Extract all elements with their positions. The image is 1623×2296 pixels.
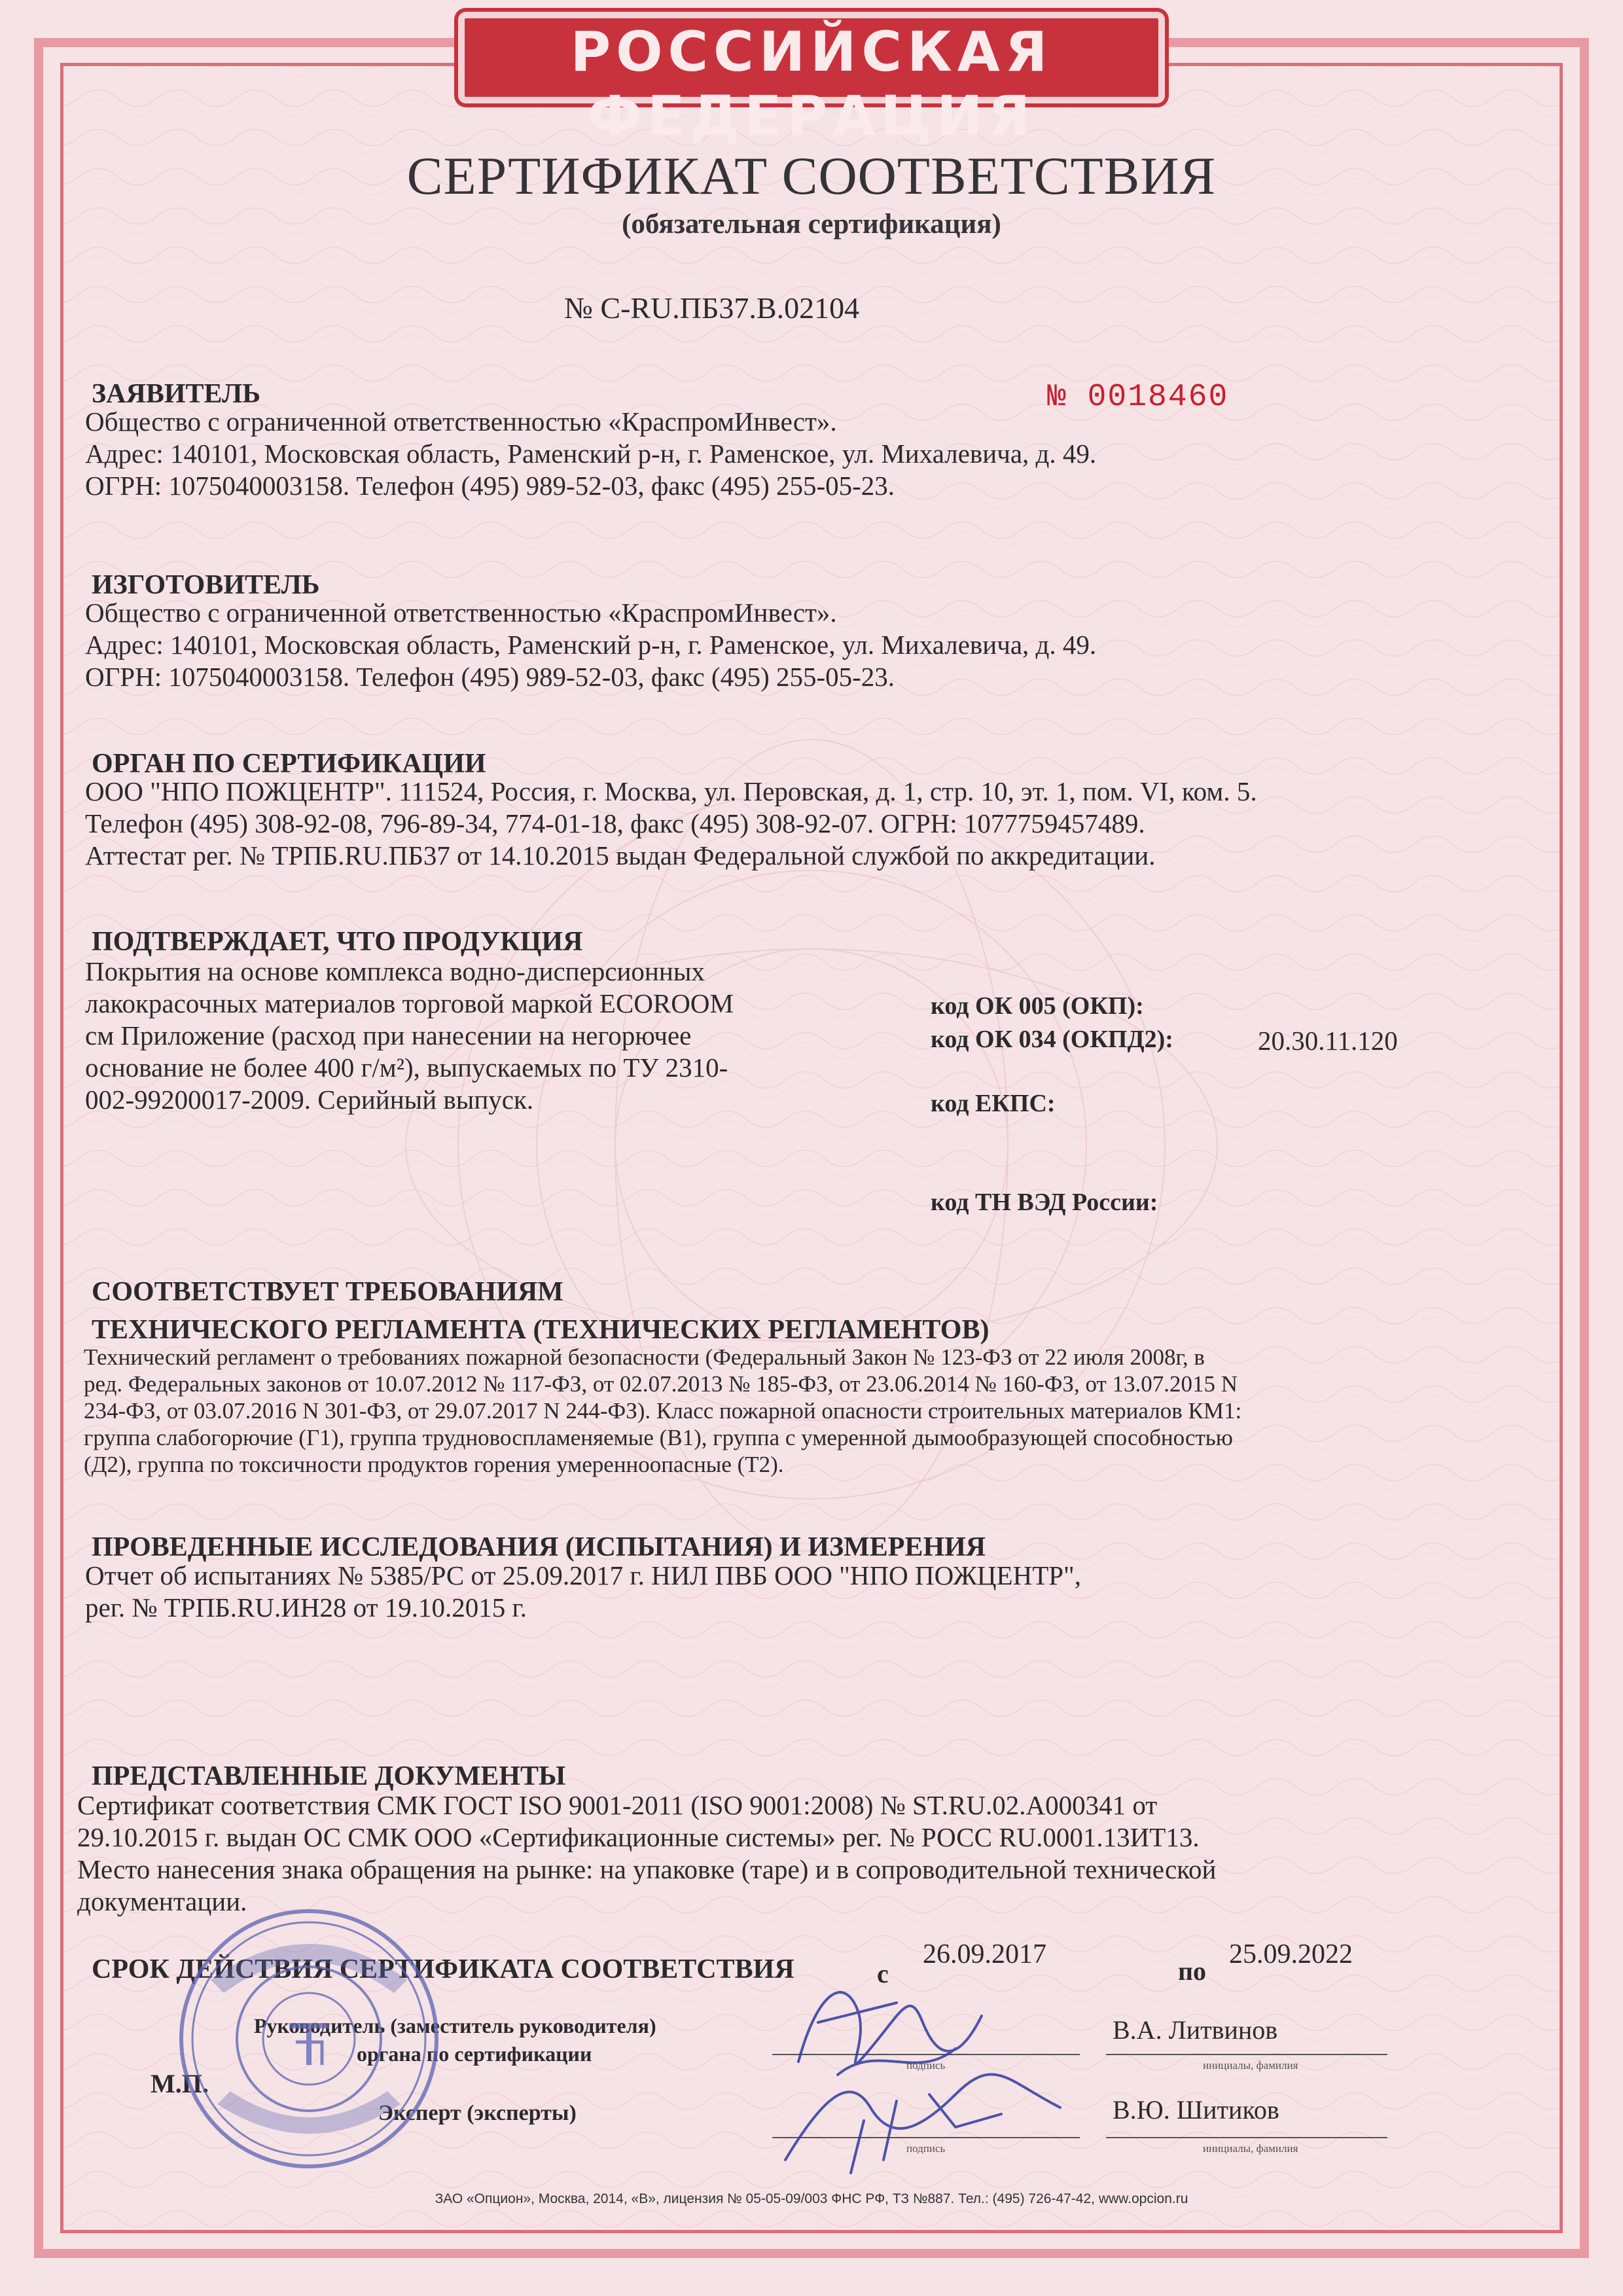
applicant-line: ОГРН: 1075040003158. Телефон (495) 989-52-03, факс (495) 255-05-23.	[85, 471, 895, 501]
requirements-line: группа слабогорючие (Г1), группа трудновоспламеняемые (В1), группа с умеренной дымообразующей способностью	[84, 1425, 1233, 1450]
blank-serial-number: № 0018460	[1047, 380, 1229, 415]
tests-line: рег. № ТРПБ.RU.ИН28 от 19.10.2015 г.	[85, 1592, 527, 1623]
applicant-line: Адрес: 140101, Московская область, Раменский р-н, г. Раменское, ул. Михалевича, д. 49.	[85, 439, 1097, 469]
expert-signature-label: Эксперт (эксперты)	[378, 2101, 577, 2125]
certificate-number: № С-RU.ПБ37.В.02104	[564, 291, 860, 325]
head-signature-label-2: органа по сертификации	[357, 2042, 592, 2066]
documents-block	[77, 1789, 1216, 1918]
validity-heading: СРОК ДЕЙСТВИЯ СЕРТИФИКАТА СООТВЕТСТВИЯ	[92, 1954, 794, 1984]
validity-from-date: 26.09.2017	[923, 1939, 1046, 1969]
product-line: Покрытия на основе комплекса водно-дисперсионных	[85, 956, 705, 986]
documents-line: 29.10.2015 г. выдан ОС СМК ООО «Сертификационные системы» рег. № РОСС RU.0001.13ИТ13.	[77, 1822, 1200, 1852]
product-line: основание не более 400 г/м²), выпускаемых по ТУ 2310-	[85, 1052, 728, 1083]
documents-line: Сертификат соответствия СМК ГОСТ ISO 9001-2011 (ISO 9001:2008) № ST.RU.02.A000341 от	[77, 1790, 1158, 1820]
applicant-block	[85, 406, 1096, 502]
expert-name-caption: инициалы, фамилия	[1203, 2142, 1298, 2155]
requirements-block	[84, 1344, 1537, 1478]
requirements-line: ред. Федеральных законов от 10.07.2012 № 117-ФЗ, от 02.07.2013 № 185-ФЗ, от 23.06.2014 № 160-ФЗ, от 13.07.2015 N	[84, 1371, 1238, 1397]
okp-code-label: код ОК 005 (ОКП):	[931, 992, 1144, 1020]
validity-from-label: с	[877, 1959, 889, 1988]
manufacturer-line: Общество с ограниченной ответственностью «КраспромИнвест».	[85, 598, 837, 628]
product-line: лакокрасочных материалов торговой маркой ECOROOM	[85, 988, 734, 1018]
head-signature-caption: подпись	[906, 2059, 946, 2072]
requirements-line: 234-ФЗ, от 03.07.2016 N 301-ФЗ, от 29.07.2017 N 244-ФЗ). Класс пожарной опасности строительных материалов КМ1:	[84, 1398, 1242, 1424]
expert-name-line	[1106, 2137, 1387, 2138]
tests-heading: ПРОВЕДЕННЫЕ ИССЛЕДОВАНИЯ (ИСПЫТАНИЯ) И ИЗМЕРЕНИЯ	[92, 1532, 986, 1562]
validity-to-label: по	[1178, 1956, 1207, 1986]
applicant-line: Общество с ограниченной ответственностью «КраспромИнвест».	[85, 406, 837, 437]
seal-place-label: М.П.	[151, 2069, 209, 2098]
requirements-line: (Д2), группа по токсичности продуктов горения умеренноопасные (Т2).	[84, 1452, 784, 1477]
certification-body-stamp	[171, 1901, 446, 2176]
cert-body-line: Телефон (495) 308-92-08, 796-89-34, 774-01-18, факс (495) 308-92-07. ОГРН: 1077759457489.	[85, 808, 1145, 838]
product-line: см Приложение (расход при нанесении на негорючее	[85, 1020, 692, 1050]
product-block	[85, 956, 734, 1116]
requirements-heading: СООТВЕТСТВУЕТ ТРЕБОВАНИЯМ	[92, 1277, 563, 1307]
expert-signature-caption: подпись	[906, 2142, 946, 2155]
head-name-line	[1106, 2054, 1387, 2055]
tests-line: Отчет об испытаниях № 5385/РС от 25.09.2017 г. НИЛ ПВБ ООО "НПО ПОЖЦЕНТР",	[85, 1560, 1082, 1590]
tests-block	[85, 1560, 1081, 1624]
requirements-line: Технический регламент о требованиях пожарной безопасности (Федеральный Закон № 123-ФЗ от 22 июля 2008г, в	[84, 1344, 1205, 1370]
expert-name: В.Ю. Шитиков	[1113, 2095, 1279, 2125]
printer-footer: ЗАО «Опцион», Москва, 2014, «В», лицензия № 05-05-09/003 ФНС РФ, ТЗ №887. Тел.: (495) 726-47-42, www.opcion.ru	[435, 2191, 1188, 2206]
country-banner-text: РОССИЙСКАЯ ФЕДЕРАЦИЯ	[570, 20, 1053, 148]
product-line: 002-99200017-2009. Серийный выпуск.	[85, 1085, 534, 1115]
manufacturer-block	[85, 597, 1096, 693]
tnved-code-label: код ТН ВЭД России:	[931, 1189, 1158, 1216]
ekps-code-label: код ЕКПС:	[931, 1090, 1056, 1117]
documents-line: Место нанесения знака обращения на рынке: на упаковке (таре) и в сопроводительной технической	[77, 1854, 1217, 1884]
okpd2-code-label: код ОК 034 (ОКПД2):	[931, 1026, 1173, 1053]
head-name: В.А. Литвинов	[1113, 2015, 1278, 2045]
head-name-caption: инициалы, фамилия	[1203, 2059, 1298, 2072]
product-heading: ПОДТВЕРЖДАЕТ, ЧТО ПРОДУКЦИЯ	[92, 927, 583, 957]
cert-body-heading: ОРГАН ПО СЕРТИФИКАЦИИ	[92, 749, 486, 779]
cert-body-line: ООО "НПО ПОЖЦЕНТР". 111524, Россия, г. Москва, ул. Перовская, д. 1, стр. 10, эт. 1, пом. VI, ком. 5.	[85, 776, 1257, 806]
cert-body-block	[85, 776, 1257, 872]
cert-body-line: Аттестат рег. № ТРПБ.RU.ПБ37 от 14.10.2015 выдан Федеральной службой по аккредитации.	[85, 840, 1156, 870]
validity-to-date: 25.09.2022	[1229, 1939, 1353, 1969]
documents-heading: ПРЕДСТАВЛЕННЫЕ ДОКУМЕНТЫ	[92, 1761, 566, 1791]
manufacturer-line: Адрес: 140101, Московская область, Раменский р-н, г. Раменское, ул. Михалевича, д. 49.	[85, 630, 1097, 660]
head-signature-label: Руководитель (заместитель руководителя)	[254, 2014, 656, 2037]
handwritten-signatures	[759, 1964, 1099, 2179]
manufacturer-heading: ИЗГОТОВИТЕЛЬ	[92, 570, 320, 600]
manufacturer-line: ОГРН: 1075040003158. Телефон (495) 989-52-03, факс (495) 255-05-23.	[85, 662, 895, 692]
regulations-heading: ТЕХНИЧЕСКОГО РЕГЛАМЕНТА (ТЕХНИЧЕСКИХ РЕГЛАМЕНТОВ)	[92, 1315, 990, 1345]
certificate-title: СЕРТИФИКАТ СООТВЕТСТВИЯ	[406, 146, 1217, 206]
okpd2-code-value: 20.30.11.120	[1258, 1026, 1398, 1056]
documents-line: документации.	[77, 1886, 247, 1916]
applicant-heading: ЗАЯВИТЕЛЬ	[92, 379, 261, 409]
certificate-subtitle: (обязательная сертификация)	[622, 209, 1001, 240]
